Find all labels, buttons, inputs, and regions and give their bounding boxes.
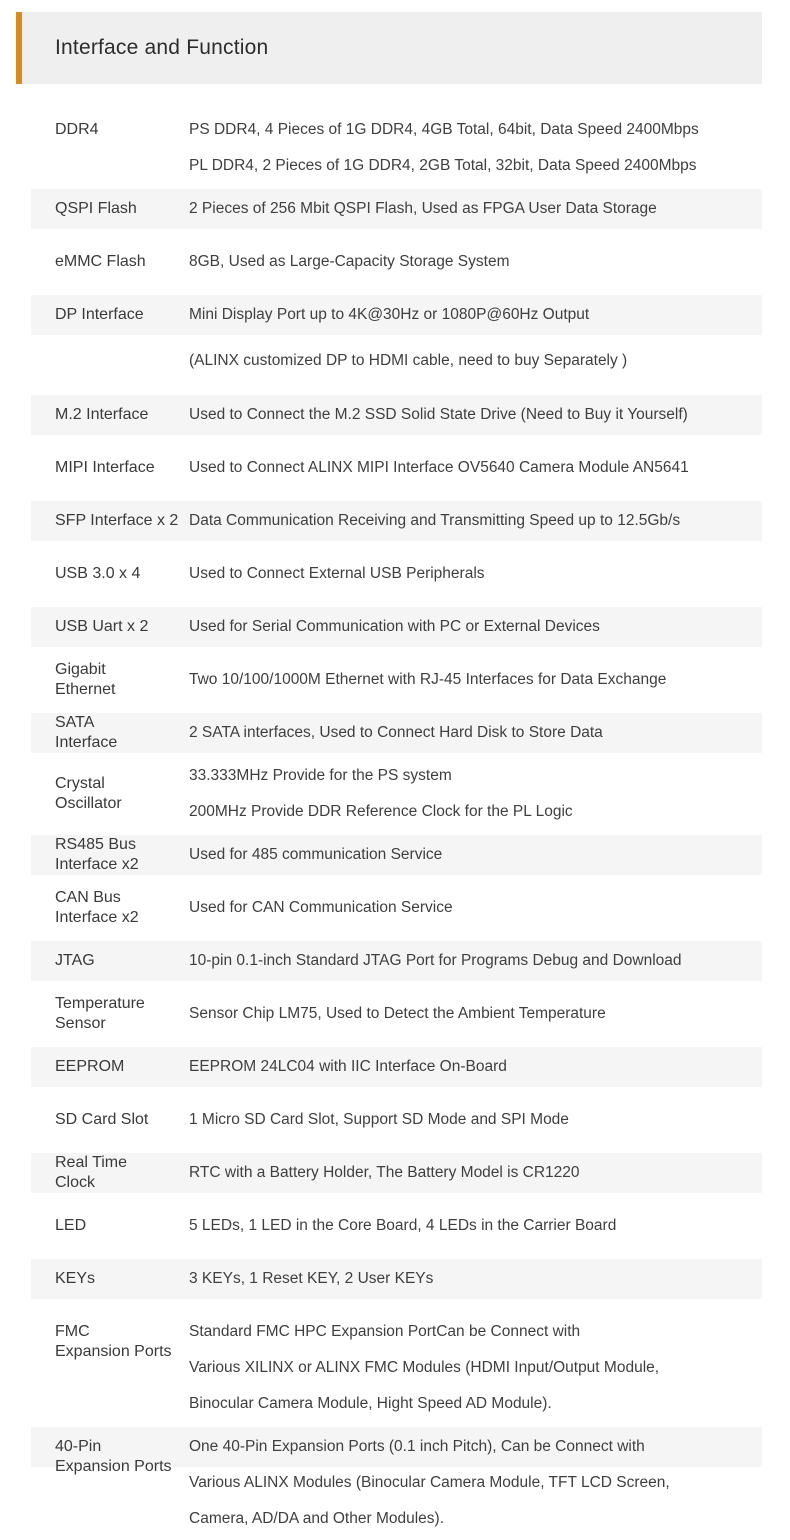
spec-row (31, 395, 762, 435)
spec-row-value-line: Mini Display Port up to 4K@30Hz or 1080P@60Hz Output (189, 306, 590, 323)
spec-row (31, 1427, 762, 1529)
spec-row-label (31, 458, 189, 478)
spec-row-label-line: Sensor (55, 1015, 106, 1032)
spec-row-label (31, 835, 189, 875)
spec-row-value-line: One 40-Pin Expansion Ports (0.1 inch Pitch), Can be Connect with (189, 1438, 645, 1455)
spec-row-value-line: Used to Connect ALINX MIPI Interface OV5640 Camera Module AN5641 (189, 459, 689, 476)
spec-row-value (189, 1163, 762, 1183)
spec-row-label-line: EEPROM (55, 1058, 125, 1075)
spec-row-value-line: Various ALINX Modules (Binocular Camera Module, TFT LCD Screen, (189, 1474, 670, 1491)
spec-row-label-line: SD Card Slot (55, 1111, 149, 1128)
spec-row-label (31, 1216, 189, 1236)
spec-row (31, 1100, 762, 1140)
spec-row-value (189, 110, 762, 176)
spec-row-value-line: Used for 485 communication Service (189, 846, 443, 863)
spec-row-value-line: PS DDR4, 4 Pieces of 1G DDR4, 4GB Total, 64bit, Data Speed 2400Mbps (189, 121, 699, 138)
spec-row-value-line: 200MHz Provide DDR Reference Clock for the PL Logic (189, 803, 573, 820)
spec-row-value-line: 1 Micro SD Card Slot, Support SD Mode and SPI Mode (189, 1111, 569, 1128)
spec-row-label-line: Real Time (55, 1154, 128, 1171)
spec-row-value (189, 295, 762, 371)
spec-row (31, 713, 762, 753)
spec-row-label-line: M.2 Interface (55, 406, 149, 423)
spec-row-label-line: MIPI Interface (55, 459, 155, 476)
spec-row-value-line: Used to Connect the M.2 SSD Solid State Drive (Need to Buy it Yourself) (189, 406, 688, 423)
spec-row (31, 1206, 762, 1246)
spec-row (31, 941, 762, 981)
spec-row-label-line: SATA (55, 714, 95, 731)
spec-row-label-line: Crystal (55, 775, 105, 792)
spec-row-value (189, 511, 762, 531)
spec-row (31, 1312, 762, 1414)
spec-row-value (189, 1004, 762, 1024)
spec-row (31, 554, 762, 594)
spec-row-value (189, 670, 762, 690)
spec-row-label-line: Interface x2 (55, 909, 139, 926)
spec-row-label-line: FMC (55, 1323, 90, 1340)
spec-row (31, 888, 762, 928)
spec-row-label (31, 660, 189, 700)
spec-row-label-line: JTAG (55, 952, 95, 969)
spec-row-label-line: Interface x2 (55, 856, 139, 873)
spec-row-label-line: eMMC Flash (55, 253, 146, 270)
spec-row (31, 1153, 762, 1193)
spec-row-value-line: Data Communication Receiving and Transmitting Speed up to 12.5Gb/s (189, 512, 681, 529)
spec-row-label-line: USB Uart x 2 (55, 618, 149, 635)
spec-row (31, 189, 762, 229)
spec-row-label-line: Clock (55, 1174, 96, 1191)
spec-row-label (31, 617, 189, 637)
spec-row-value (189, 723, 762, 743)
spec-row (31, 448, 762, 488)
spec-row-label (31, 888, 189, 928)
spec-row-label (31, 511, 189, 531)
spec-row-label (31, 1312, 189, 1362)
spec-row-label (31, 110, 189, 140)
spec-row-value-line: 10-pin 0.1-inch Standard JTAG Port for Programs Debug and Download (189, 952, 682, 969)
spec-row-value (189, 252, 762, 272)
spec-row-label-line: Oscillator (55, 795, 122, 812)
spec-row-label (31, 951, 189, 971)
spec-row-label (31, 252, 189, 272)
spec-row-value-line: 2 SATA interfaces, Used to Connect Hard Disk to Store Data (189, 724, 603, 741)
spec-row (31, 607, 762, 647)
spec-row-value (189, 766, 762, 822)
spec-row-value (189, 1110, 762, 1130)
spec-row-value-line: PL DDR4, 2 Pieces of 1G DDR4, 2GB Total, 32bit, Data Speed 2400Mbps (189, 157, 697, 174)
spec-row-value (189, 405, 762, 425)
spec-row-label-line: SFP Interface x 2 (55, 512, 179, 529)
spec-row-label-line: LED (55, 1217, 87, 1234)
spec-row-label-line: Ethernet (55, 681, 116, 698)
spec-row-label (31, 564, 189, 584)
spec-row-value-line: Camera, AD/DA and Other Modules). (189, 1510, 445, 1527)
spec-row-value (189, 564, 762, 584)
spec-row-value-line: Binocular Camera Module, Hight Speed AD Module). (189, 1395, 552, 1412)
spec-row-label-line: 40-Pin (55, 1438, 102, 1455)
spec-row-value (189, 845, 762, 865)
spec-row-label (31, 199, 189, 219)
spec-row (31, 110, 762, 176)
spec-row-value-line: Two 10/100/1000M Ethernet with RJ-45 Interfaces for Data Exchange (189, 671, 667, 688)
spec-row (31, 1047, 762, 1087)
spec-row-label-line: Expansion Ports (55, 1458, 172, 1475)
spec-row-value-line: 5 LEDs, 1 LED in the Core Board, 4 LEDs in the Carrier Board (189, 1217, 617, 1234)
spec-row-value (189, 1269, 762, 1289)
spec-row-value-line: 8GB, Used as Large-Capacity Storage System (189, 253, 510, 270)
spec-row-label-line: Expansion Ports (55, 1343, 172, 1360)
spec-row-label (31, 1427, 189, 1477)
spec-row-value-line: EEPROM 24LC04 with IIC Interface On-Board (189, 1058, 507, 1075)
spec-row-label (31, 994, 189, 1034)
spec-row-value (189, 617, 762, 637)
spec-row-value (189, 1312, 762, 1414)
spec-row (31, 295, 762, 371)
spec-row-label-line: RS485 Bus (55, 836, 136, 853)
spec-row-label (31, 1057, 189, 1077)
spec-row (31, 501, 762, 541)
spec-row-label-line: Interface (55, 734, 118, 751)
spec-row (31, 994, 762, 1034)
spec-row-label-line: DP Interface (55, 306, 144, 323)
spec-row-value (189, 898, 762, 918)
spec-row-value-line: (ALINX customized DP to HDMI cable, need to buy Separately ) (189, 352, 628, 369)
spec-row-label-line: USB 3.0 x 4 (55, 565, 141, 582)
spec-row-value (189, 951, 762, 971)
spec-row-value-line: Sensor Chip LM75, Used to Detect the Ambient Temperature (189, 1005, 606, 1022)
spec-row-label-line: KEYs (55, 1270, 96, 1287)
spec-row-value-line: 33.333MHz Provide for the PS system (189, 767, 452, 784)
spec-row-label-line: DDR4 (55, 121, 99, 138)
spec-row-value-line: Used for CAN Communication Service (189, 899, 453, 916)
spec-row-label-line: CAN Bus (55, 889, 121, 906)
spec-table (31, 110, 762, 1529)
spec-row-value-line: Standard FMC HPC Expansion PortCan be Connect with (189, 1323, 581, 1340)
spec-row-label (31, 1110, 189, 1130)
spec-row (31, 1259, 762, 1299)
spec-row-label-line: QSPI Flash (55, 200, 137, 217)
spec-row-value (189, 1427, 762, 1529)
spec-row-label (31, 405, 189, 425)
spec-row-value-line: Various XILINX or ALINX FMC Modules (HDMI Input/Output Module, (189, 1359, 660, 1376)
spec-row-value-line: 3 KEYs, 1 Reset KEY, 2 User KEYs (189, 1270, 434, 1287)
spec-row-label (31, 295, 189, 325)
spec-row-value (189, 1057, 762, 1077)
spec-row (31, 242, 762, 282)
page-title: Interface and Function (55, 36, 269, 59)
spec-row-label (31, 1269, 189, 1289)
spec-row-value (189, 1216, 762, 1236)
spec-row-label (31, 713, 189, 753)
spec-row-value-line: Used for Serial Communication with PC or External Devices (189, 618, 600, 635)
spec-row-label-line: Temperature (55, 995, 145, 1012)
spec-row-label (31, 774, 189, 814)
spec-row-value (189, 458, 762, 478)
spec-row-value-line: Used to Connect External USB Peripherals (189, 565, 485, 582)
section-header-panel (22, 12, 762, 84)
spec-row-label-line: Gigabit (55, 661, 106, 678)
spec-row-value (189, 199, 762, 219)
spec-row-value-line: 2 Pieces of 256 Mbit QSPI Flash, Used as FPGA User Data Storage (189, 200, 657, 217)
spec-row (31, 835, 762, 875)
spec-row-value-line: RTC with a Battery Holder, The Battery Model is CR1220 (189, 1164, 580, 1181)
section-header (16, 12, 762, 84)
spec-row (31, 660, 762, 700)
spec-row (31, 766, 762, 822)
spec-row-label (31, 1153, 189, 1193)
